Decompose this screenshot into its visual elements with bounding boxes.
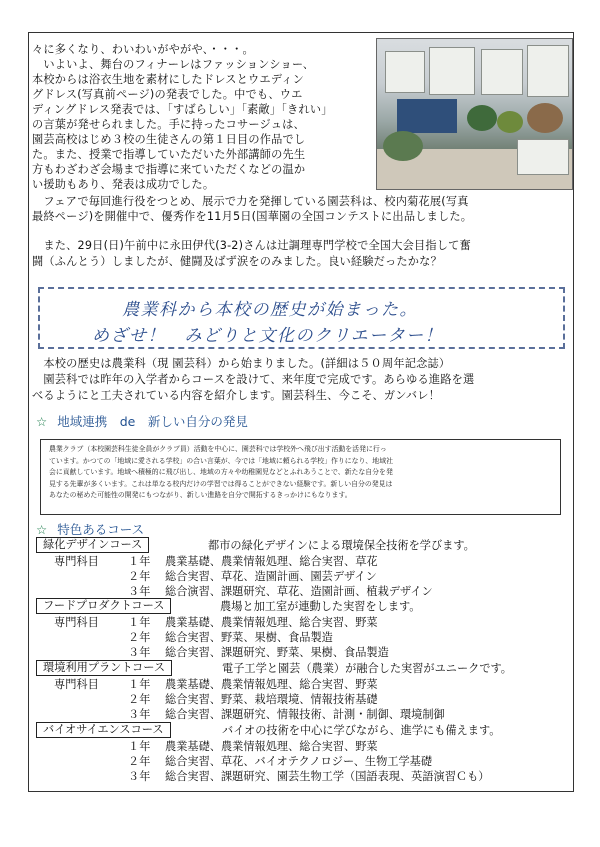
intro-line: 方もわざわざ会場まで指導に来ていただくなどの温か xyxy=(32,163,306,176)
fair-line: フェアで毎回進行役をつとめ、展示で力を発揮している園芸科は、校内菊花展(写真 xyxy=(32,195,469,208)
intro-line: 々に多くなり、わいわいがやがや、・・・。 xyxy=(32,43,254,56)
intro-line: た。また、授業で指導していただいた外部講師の先生 xyxy=(32,148,306,161)
year-subjects: 総合実習、野菜、果樹、食品製造 xyxy=(165,631,333,644)
fair-line: 最終ページ)を開催中で、優秀作を11月5日(国華園の全国コンテストに出品しました。 xyxy=(32,210,473,223)
year-label: １年 xyxy=(128,740,151,753)
slogan-banner xyxy=(38,287,565,349)
history-line: 園芸科では昨年の入学者からコースを設けて、来年度で完成です。あらゆる進路を選 xyxy=(32,373,475,386)
course-description: 農場と加工室が連動した実習をします。 xyxy=(220,600,421,613)
year-subjects: 総合実習、野菜、栽培環境、情報技術基礎 xyxy=(165,693,378,706)
year-label: ２年 xyxy=(128,755,151,768)
intro-line: 園芸高校はじめ３校の生徒さんの第１日目の作品でし xyxy=(32,133,306,146)
exhibition-photo xyxy=(376,38,573,190)
club-description-box xyxy=(40,439,561,515)
year-label: ３年 xyxy=(128,770,151,783)
intro-line: ディングドレス発表では、「すばらしい」「素敵」「きれい」 xyxy=(32,103,333,116)
course-name-box: バイオサイエンスコース xyxy=(36,722,171,738)
club-line: あなたの秘めた可能性の開発にもつながり、新しい進路を自分で開拓するきっかけにもなります。 xyxy=(49,491,352,500)
course-name-box: フードプロダクトコース xyxy=(36,598,171,614)
course-description: バイオの技術を中心に学びながら、進学にも備えます。 xyxy=(222,724,501,737)
year-label: ３年 xyxy=(128,708,151,721)
year-subjects: 総合実習、課題研究、情報技術、計測・制御、環境制御 xyxy=(165,708,445,721)
year-subjects: 農業基礎、農業情報処理、総合実習、野菜 xyxy=(165,678,378,691)
subject-label: 専門科目 xyxy=(54,678,99,691)
year-subjects: 総合実習、課題研究、園芸生物工学（国語表現、英語演習Ｃも） xyxy=(165,770,490,783)
intro-line: いよいよ、舞台のフィナーレはファッションショー、 xyxy=(32,58,315,71)
year-label: １年 xyxy=(128,555,151,568)
section-title: 特色あるコース xyxy=(57,522,145,537)
course-name-box: 緑化デザインコース xyxy=(36,537,149,553)
year-label: ２年 xyxy=(128,631,151,644)
year-subjects: 農業基礎、農業情報処理、総合実習、草花 xyxy=(165,555,378,568)
intro-line: い援助もあり、発表は成功でした。 xyxy=(32,178,215,191)
cooking-line: 闘（ふんとう）しましたが、健闘及ばず涙をのみました。良い経験だったかな？ xyxy=(32,255,442,268)
club-line: 農業クラブ（本校園芸科生徒全員がクラブ員）活動を中心に、園芸科では学校外へ飛び出す活動を活発に行っ xyxy=(49,445,387,453)
year-subjects: 総合実習、草花、バイオテクノロジー、生物工学基礎 xyxy=(165,755,433,768)
intro-line: グドレス(写真前ページ)の発表でした。中でも、ウエ xyxy=(32,88,303,101)
section-heading-regional xyxy=(36,412,248,430)
course-description: 電子工学と園芸（農業）が融合した実習がユニークです。 xyxy=(222,662,512,675)
year-subjects: 農業基礎、農業情報処理、総合実習、野菜 xyxy=(165,740,378,753)
course-name-box: 環境利用プラントコース xyxy=(36,660,172,676)
star-icon: ☆ xyxy=(36,414,48,429)
subject-label: 専門科目 xyxy=(54,555,99,568)
intro-line: 本校からは浴衣生地を素材にしたドレスとウエディン xyxy=(32,73,305,86)
year-label: ３年 xyxy=(128,646,151,659)
intro-line: の言葉が発せられました。手に持ったコサージュは、 xyxy=(32,118,305,131)
year-label: ３年 xyxy=(128,585,151,598)
section-title: 地域連携 de 新しい自分の発見 xyxy=(57,414,248,429)
year-label: １年 xyxy=(128,678,151,691)
banner-line-1: 農業科から本校の歴史が始まった。 xyxy=(122,300,418,320)
banner-line-2: めざせ！ みどりと文化のクリエーター！ xyxy=(92,326,444,346)
club-line: 会に貢献しています。地域へ積極的に飛び出し、地域の方々や幼稚園児などとふれあうことで、新たな自分を発 xyxy=(49,468,393,477)
year-label: １年 xyxy=(128,616,151,629)
history-line: 本校の歴史は農業科（現 園芸科）から始まりました。(詳細は５０周年記念誌） xyxy=(32,357,451,370)
year-subjects: 総合実習、草花、造園計画、園芸デザイン xyxy=(165,570,377,583)
course-description: 都市の緑化デザインによる環境保全技術を学びます。 xyxy=(208,539,475,552)
section-heading-courses xyxy=(36,520,144,538)
subject-label: 専門科目 xyxy=(54,616,99,629)
cooking-line: また、29日(日)午前中に永田伊代(3-2)さんは辻調理専門学校で全国大会目指して奮 xyxy=(32,239,471,252)
year-label: ２年 xyxy=(128,570,151,583)
year-subjects: 総合実習、課題研究、野菜、果樹、食品製造 xyxy=(165,646,389,659)
year-label: ２年 xyxy=(128,693,151,706)
club-line: ています。かつての「地域に愛される学校」の合い言葉が、今では「地域に頼られる学校」作りになり、地域社 xyxy=(49,456,393,465)
star-icon: ☆ xyxy=(36,522,48,537)
history-line: べるようにと工夫されている内容を紹介します。園芸科生、今こそ、ガンバレ！ xyxy=(32,389,441,402)
year-subjects: 総合演習、課題研究、草花、造園計画、植栽デザイン xyxy=(165,585,433,598)
year-subjects: 農業基礎、農業情報処理、総合実習、野菜 xyxy=(165,616,378,629)
club-line: 見する先輩が多くいます。これは単なる校内だけの学習では得ることができない経験です。新しい自分の発見は xyxy=(49,479,393,488)
